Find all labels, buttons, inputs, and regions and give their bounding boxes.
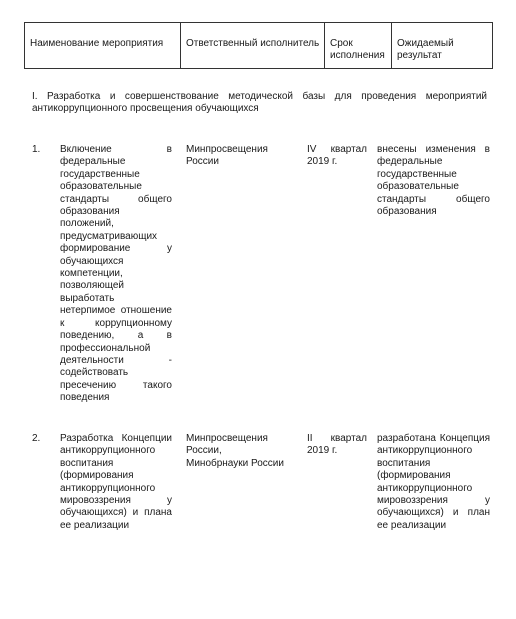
row-name: Включение в федеральные государственные образовательные стандарты общего образования положений, предусматривающих формирование у обучающихся компетенции, позволяющей выработать нетерпимое отношение к коррупционному поведению, а в профессиональной деятельности - содействовать пресечению такого поведения <box>60 144 172 404</box>
table-header <box>24 22 493 69</box>
header-col-result: Ожидаемый результат <box>397 38 454 62</box>
row-deadline: II квартал 2019 г. <box>307 433 367 457</box>
section-title: I. Разработка и совершенствование методической базы для проведения мероприятий антикоррупционного просвещения обучающихся <box>32 91 487 115</box>
row-name: Разработка Концепции антикоррупционного воспитания (формирования антикоррупционного мировоззрения у обучающихся) и плана ее реализации <box>60 433 172 531</box>
row-responsible: Минпросвещения России, Минобрнауки России <box>186 433 284 469</box>
header-col-deadline: Срок исполнения <box>330 38 385 62</box>
header-col-name: Наименование мероприятия <box>30 38 164 49</box>
row-result: разработана Концепция антикоррупционного воспитания (формирования антикоррупционного мировоззрения у обучающихся) и план ее реализации <box>377 433 490 531</box>
row-number: 2. <box>32 433 41 444</box>
row-number: 1. <box>32 144 41 155</box>
row-deadline: IV квартал 2019 г. <box>307 144 367 168</box>
row-responsible: Минпросвещения России <box>186 144 268 168</box>
header-right-border <box>492 23 493 68</box>
row-result: внесены изменения в федеральные государственные образовательные стандарты общего образования <box>377 144 490 218</box>
header-col-responsible: Ответственный исполнитель <box>186 38 320 49</box>
